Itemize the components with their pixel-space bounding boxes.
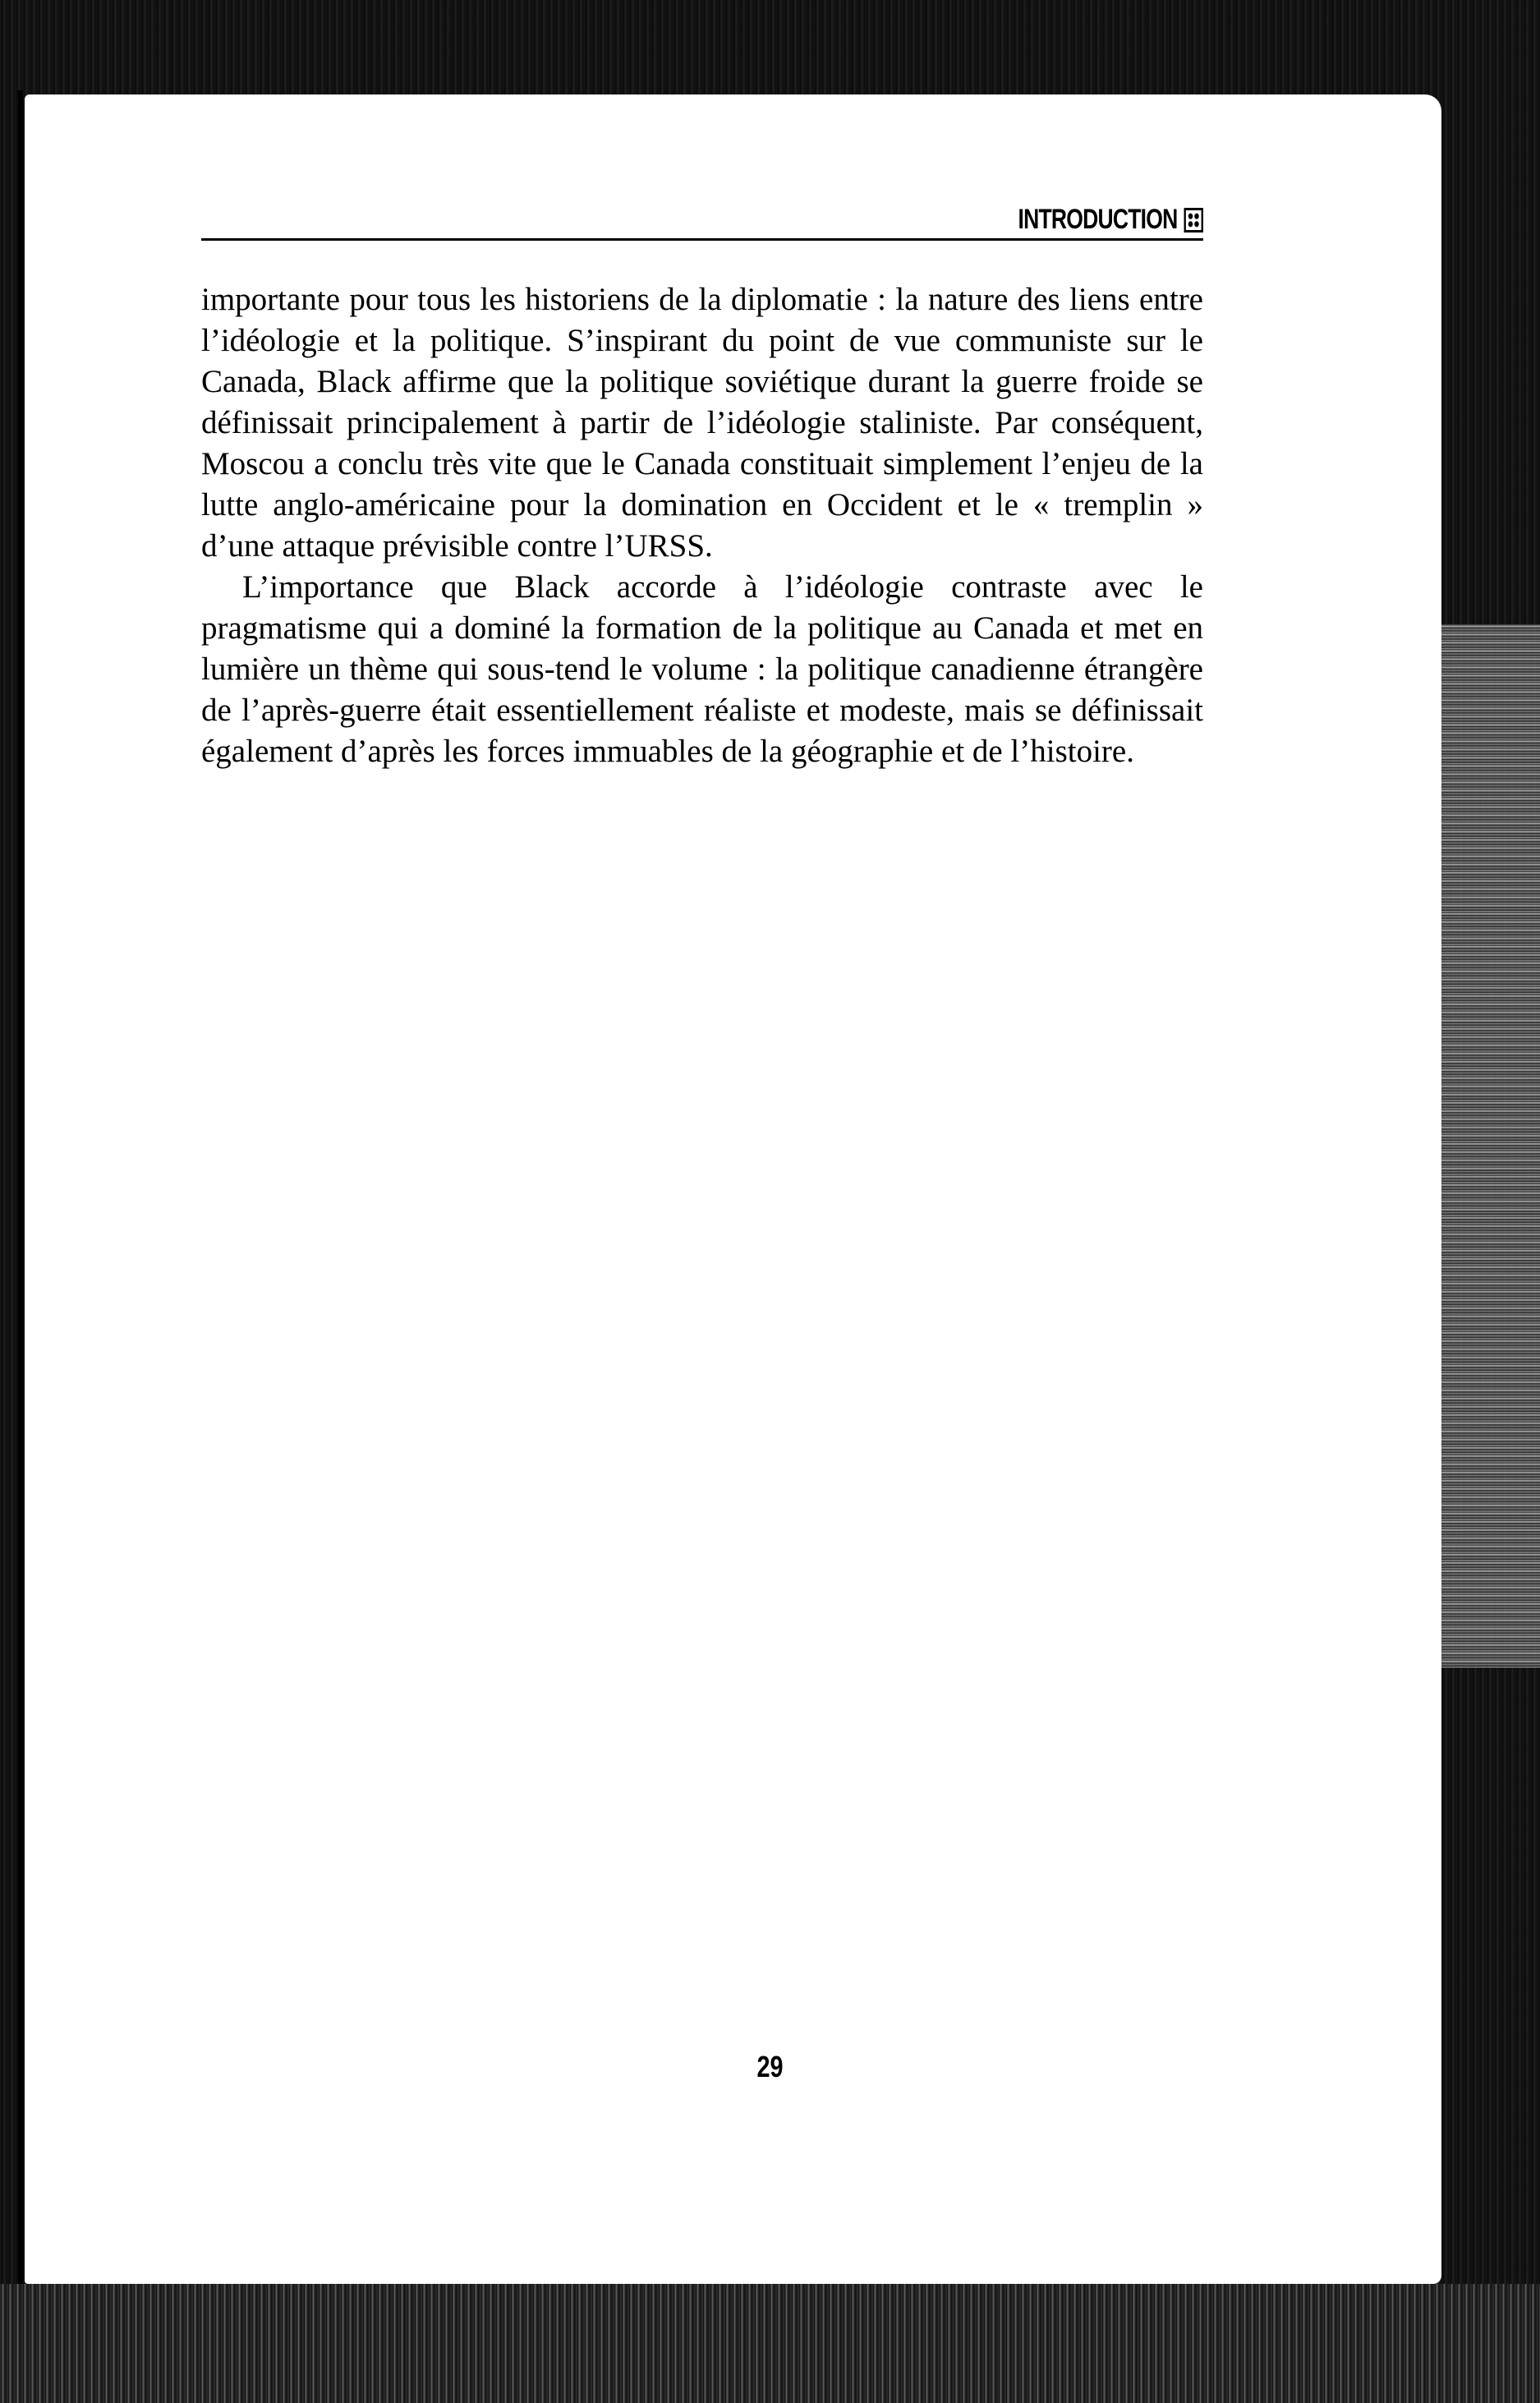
page-number: 29 — [756, 2050, 784, 2083]
running-title: INTRODUCTION — [1018, 204, 1178, 235]
paragraph-2: L’importance que Black accorde à l’idéologie contraste avec le pragmatisme qui a dominé la formation de la politique au Canada et met en lumière un thème qui sous-tend le volume : la politique canadienne étrangère de l’après-guerre était essentiellement réaliste et modeste, mais se définissait également d’après les forces immuables de la géographie et de l’histoire. — [201, 569, 1203, 769]
ornament-square-icon — [1184, 208, 1203, 232]
running-header — [201, 204, 1203, 241]
scanner-bed-bottom — [0, 2284, 1540, 2403]
paragraph-1: importante pour tous les historiens de la diplomatie : la nature des liens entre l’idéologie et la politique. S’inspirant du point de vue communiste sur le Canada, Black affirme que la politique soviétique durant la guerre froide se définissait principalement à partir de l’idéologie staliniste. Par conséquent, Moscou a conclu très vite que le Canada constituait simplement l’enjeu de la lutte anglo-américaine pour la domination en Occident et le « tremplin » d’une attaque prévisible contre l’URSS. — [201, 282, 1203, 564]
page-left-edge — [18, 90, 23, 2284]
adjacent-page-edges — [1437, 624, 1540, 1668]
body-text — [201, 279, 1203, 772]
running-head-group — [1018, 204, 1203, 236]
